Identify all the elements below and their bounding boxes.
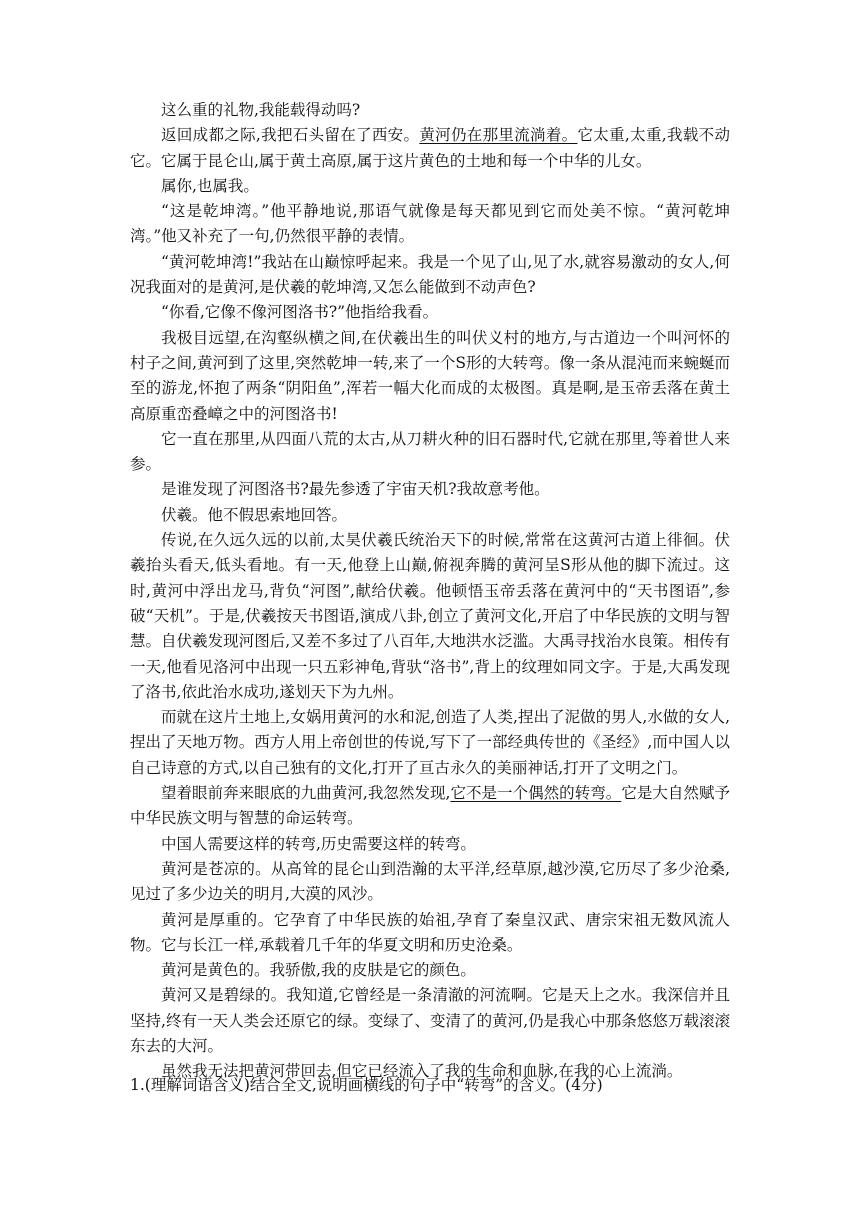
paragraph: 中国人需要这样的转弯,历史需要这样的转弯。: [161, 834, 476, 853]
paragraph: [130, 781, 730, 832]
paragraph-text: 它太重,太重,我载不动它。它属于昆仑山,属于黄土高原,属于这片黄色的土地和每一个中华的儿女。: [130, 126, 730, 170]
paragraph: 虽然我无法把黄河带回去,但它已经流入了我的生命和血脉,在我的心上流淌。: [161, 1062, 683, 1081]
paragraph: 这么重的礼物,我能载得动吗?: [161, 101, 361, 119]
paragraph: 它一直在那里,从四面八荒的太古,从刀耕火种的旧石器时代,它就在那里,等着世人来参。: [130, 429, 730, 474]
paragraph-text: 它是大自然赋予中华民族文明与智慧的命运转弯。: [130, 784, 730, 828]
paragraph: 黄河又是碧绿的。我知道,它曾经是一条清澈的河流啊。它是天上之水。我深信并且坚持,终有一天人类会还原它的绿。变绿了、变清了的黄河,仍是我心中那条悠悠万载滚滚东去的大河。: [130, 986, 730, 1055]
paragraph: 我极目远望,在沟壑纵横之间,在伏羲出生的叫伏义村的地方,与古道边一个叫河怀的村子之间,黄河到了这里,突然乾坤一转,来了一个S形的大转弯。像一条从混沌而来蜿蜒而至的游龙,怀抱了两条“阴阳鱼”,浑若一幅大化而成的太极图。真是啊,是玉帝丢落在黄土高原重峦叠嶂之中的河图洛书!: [130, 328, 730, 423]
paragraph: 黄河是厚重的。它孕育了中华民族的始祖,孕育了秦皇汉武、唐宗宋祖无数风流人物。它与长江一样,承载着几千年的华夏文明和历史沧桑。: [130, 910, 730, 954]
paragraph: “这是乾坤湾。”他平静地说,那语气就像是每天都见到它而处美不惊。“黄河乾坤湾。”他又补充了一句,仍然很平静的表情。: [130, 202, 730, 246]
paragraph: 传说,在久远久远的以前,太昊伏羲氏统治天下的时候,常常在这黄河古道上徘徊。伏羲抬头看天,低头看地。有一天,他登上山巅,俯视奔腾的黄河呈S形从他的脚下流过。这时,黄河中浮出龙马,背负“河图”,献给伏羲。他顿悟玉帝丢落在黄河中的“天书图语”,参破“天机”。于是,伏羲按天书图语,演成八卦,创立了黄河文化,开启了中华民族的文明与智慧。自伏羲发现河图后,又差不多过了八百年,大地洪水泛滥。大禹寻找治水良策。相传有一天,他看见洛河中出现一只五彩神龟,背驮“洛书”,背上的纹理如同文字。于是,大禹发现了洛书,依此治水成功,遂划天下为九州。: [130, 531, 730, 701]
article-body: [130, 98, 730, 1085]
paragraph-text: 望着眼前奔来眼底的九曲黄河,我忽然发现,: [161, 784, 451, 803]
paragraph: 伏羲。他不假思索地回答。: [161, 505, 348, 524]
paragraph: 是谁发现了河图洛书?最先参透了宇宙天机?我故意考他。: [161, 480, 550, 499]
paragraph: [130, 123, 730, 174]
underlined-sentence: 它不是一个偶然的转弯。: [450, 784, 622, 803]
paragraph: 属你,也属我。: [161, 176, 259, 195]
paragraph: 黄河是苍凉的。从高耸的昆仑山到浩瀚的太平洋,经草原,越沙漠,它历尽了多少沧桑,见过了多少边关的明月,大漠的风沙。: [130, 859, 730, 904]
question-1: 1.(理解词语含义)结合全文,说明画横线的句子中“转弯”的含义。(4分): [130, 1076, 603, 1094]
underlined-sentence: 黄河仍在那里流淌着。: [419, 126, 578, 145]
paragraph-text: 返回成都之际,我把石头留在了西安。: [161, 126, 420, 145]
paragraph: 黄河是黄色的。我骄傲,我的皮肤是它的颜色。: [161, 961, 476, 980]
paragraph: “黄河乾坤湾!”我站在山巅惊呼起来。我是一个见了山,见了水,就容易激动的女人,何况我面对的是黄河,是伏羲的乾坤湾,又怎么能做到不动声色?: [130, 252, 730, 297]
paragraph: “你看,它像不像河图洛书?”他指给我看。: [161, 303, 439, 322]
paragraph: 而就在这片土地上,女娲用黄河的水和泥,创造了人类,捏出了泥做的男人,水做的女人,捏出了天地万物。西方人用上帝创世的传说,写下了一部经典传世的《圣经》,而中国人以自己诗意的方式,以自己独有的文化,打开了亘古永久的美丽神话,打开了文明之门。: [130, 708, 730, 777]
